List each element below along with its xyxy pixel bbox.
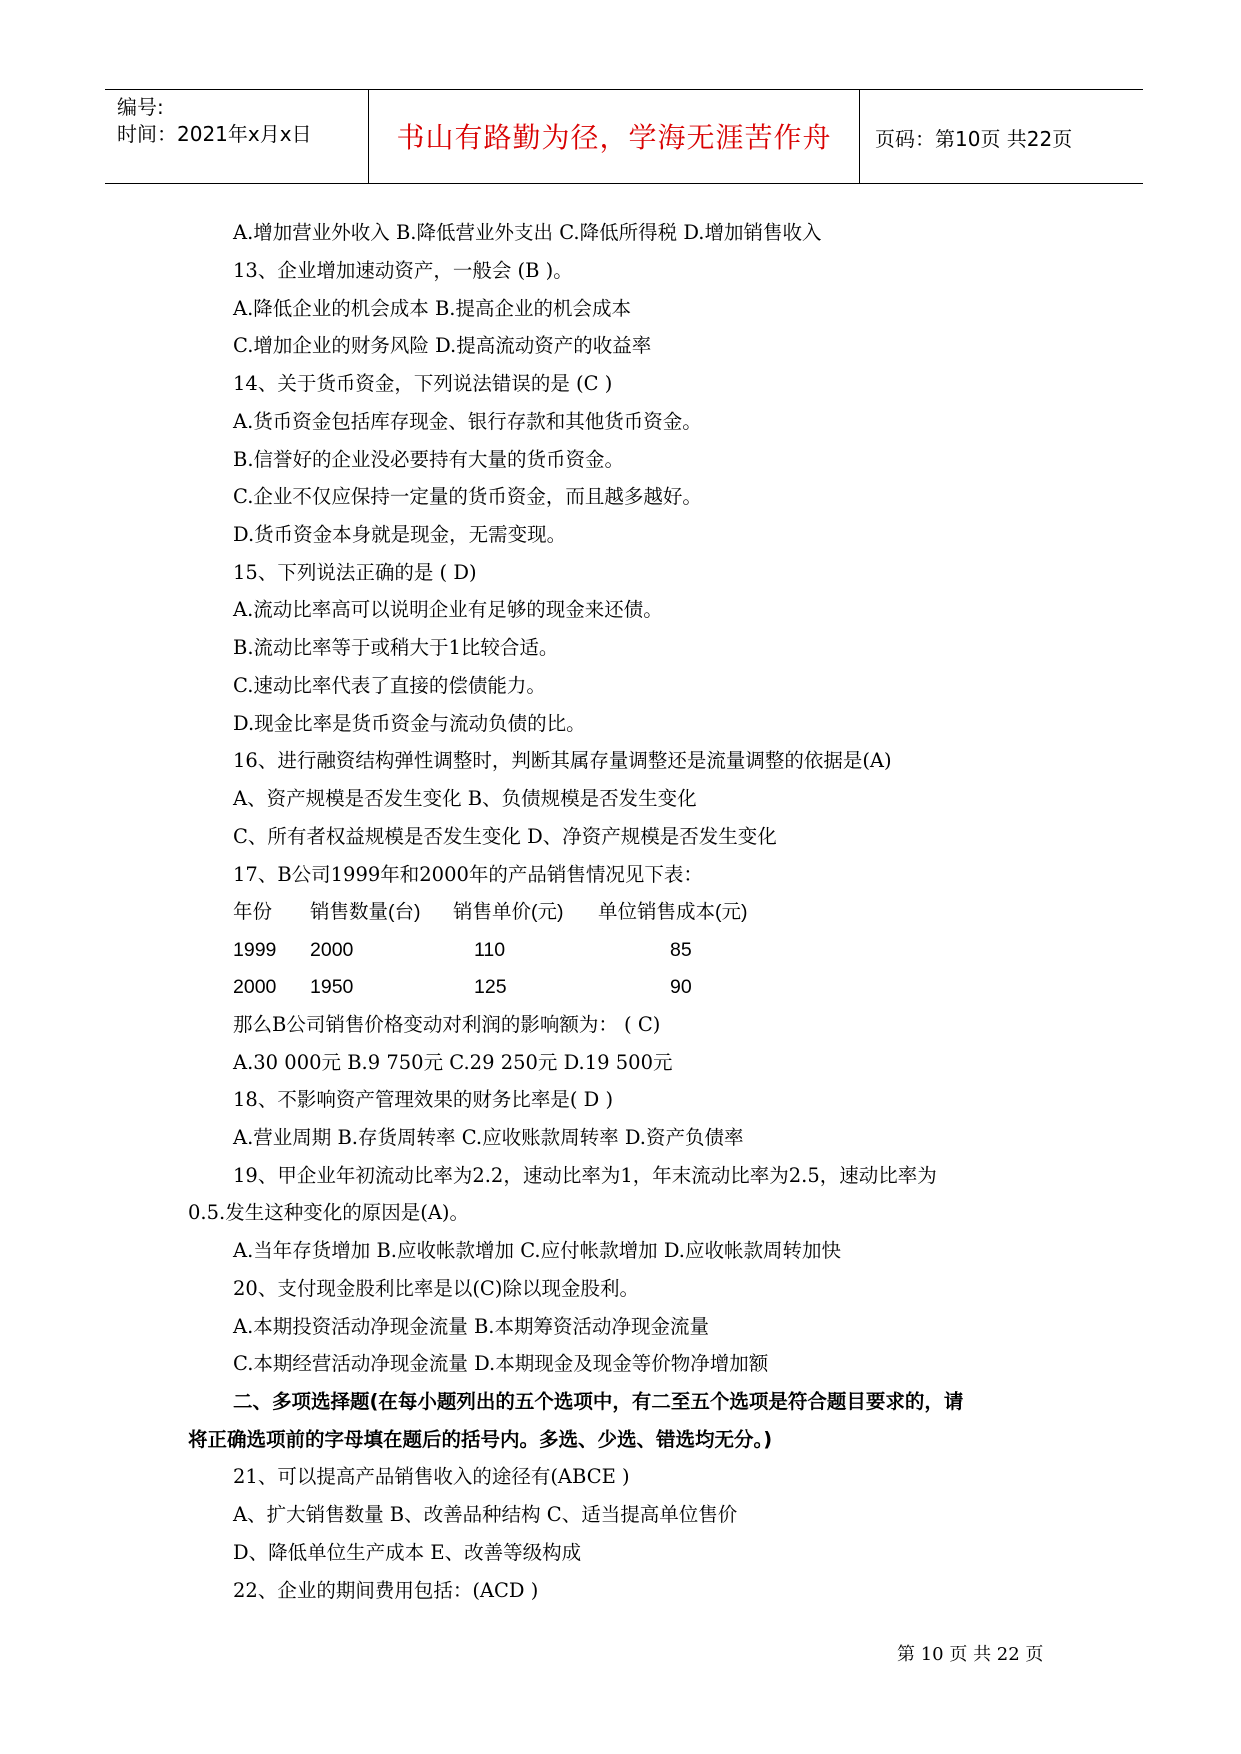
- text-line: A.流动比率高可以说明企业有足够的现金来还债。: [233, 598, 663, 621]
- text-line: D.现金比率是货币资金与流动负债的比。: [233, 712, 586, 735]
- text-line: 15、下列说法正确的是 ( D): [233, 561, 477, 584]
- text-line: A.增加营业外收入 B.降低营业外支出 C.降低所得税 D.增加销售收入: [233, 221, 822, 244]
- table-header-cell: 销售数量(台): [310, 901, 421, 923]
- text-line: C.增加企业的财务风险 D.提高流动资产的收益率: [233, 334, 652, 357]
- text-line: A、扩大销售数量 B、改善品种结构 C、适当提高单位售价: [233, 1503, 738, 1526]
- text-line: A.货币资金包括库存现金、银行存款和其他货币资金。: [233, 410, 702, 433]
- table-cell: 85: [670, 939, 692, 961]
- text-line: 22、企业的期间费用包括：(ACD ): [233, 1579, 539, 1602]
- table-cell: 90: [670, 976, 692, 998]
- text-line: A.本期投资活动净现金流量 B.本期筹资活动净现金流量: [233, 1315, 710, 1338]
- text-line: D.货币资金本身就是现金，无需变现。: [233, 523, 567, 546]
- table-header-cell: 单位销售成本(元): [598, 901, 748, 923]
- header-page-label: 页码：第10页 共22页: [875, 127, 1073, 151]
- text-line: 17、B公司1999年和2000年的产品销售情况见下表：: [233, 863, 703, 886]
- table-cell: 1950: [310, 976, 354, 998]
- text-line: 20、支付现金股利比率是以(C)除以现金股利。: [233, 1277, 639, 1300]
- text-line: C、所有者权益规模是否发生变化 D、净资产规模是否发生变化: [233, 825, 777, 848]
- text-line: 18、不影响资产管理效果的财务比率是( D ): [233, 1088, 614, 1111]
- text-line: A.当年存货增加 B.应收帐款增加 C.应付帐款增加 D.应收帐款周转加快: [233, 1239, 841, 1262]
- text-line: 21、可以提高产品销售收入的途径有(ABCE ): [233, 1465, 630, 1488]
- text-line: 那么B公司销售价格变动对利润的影响额为： ( C): [233, 1013, 661, 1036]
- text-line: B.流动比率等于或稍大于1比较合适。: [233, 636, 559, 659]
- table-cell: 125: [474, 976, 507, 998]
- text-line: C.速动比率代表了直接的偿债能力。: [233, 674, 546, 697]
- text-line: C.本期经营活动净现金流量 D.本期现金及现金等价物净增加额: [233, 1352, 769, 1375]
- time-label: 时间：2021年x月x日: [117, 122, 312, 146]
- table-header-cell: 年份: [233, 901, 273, 923]
- text-line: 19、甲企业年初流动比率为2.2，速动比率为1，年末流动比率为2.5，速动比率为: [233, 1164, 937, 1187]
- table-header-cell: 销售单价(元): [453, 901, 564, 923]
- table-cell: 1999: [233, 939, 277, 961]
- page-footer: 第 10 页 共 22 页: [897, 1644, 1044, 1665]
- text-line: B.信誉好的企业没必要持有大量的货币资金。: [233, 448, 625, 471]
- text-line: A、资产规模是否发生变化 B、负债规模是否发生变化: [233, 787, 697, 810]
- table-cell: 2000: [310, 939, 354, 961]
- text-line: A.降低企业的机会成本 B.提高企业的机会成本: [233, 297, 632, 320]
- text-line: 0.5.发生这种变化的原因是(A)。: [188, 1201, 470, 1224]
- text-line: 14、关于货币资金，下列说法错误的是 (C ): [233, 372, 613, 395]
- section-title: 二、多项选择题(在每小题列出的五个选项中，有二至五个选项是符合题目要求的，请: [233, 1390, 964, 1413]
- header-motto: 书山有路勤为径，学海无涯苦作舟: [396, 121, 832, 154]
- text-line: D、降低单位生产成本 E、改善等级构成: [233, 1541, 582, 1564]
- text-line: A.30 000元 B.9 750元 C.29 250元 D.19 500元: [233, 1051, 673, 1074]
- text-line: 16、进行融资结构弹性调整时，判断其属存量调整还是流量调整的依据是(A): [233, 749, 892, 772]
- header-divider: [859, 90, 860, 183]
- page-header: [105, 89, 1143, 184]
- table-cell: 110: [474, 939, 506, 961]
- text-line: A.营业周期 B.存货周转率 C.应收账款周转率 D.资产负债率: [233, 1126, 744, 1149]
- number-label: 编号:: [117, 95, 164, 119]
- text-line: C.企业不仅应保持一定量的货币资金，而且越多越好。: [233, 485, 702, 508]
- section-title: 将正确选项前的字母填在题后的括号内。多选、少选、错选均无分。): [188, 1428, 773, 1451]
- text-line: 13、企业增加速动资产，一般会 (B )。: [233, 259, 573, 282]
- header-meta: [117, 94, 312, 148]
- table-cell: 2000: [233, 976, 277, 998]
